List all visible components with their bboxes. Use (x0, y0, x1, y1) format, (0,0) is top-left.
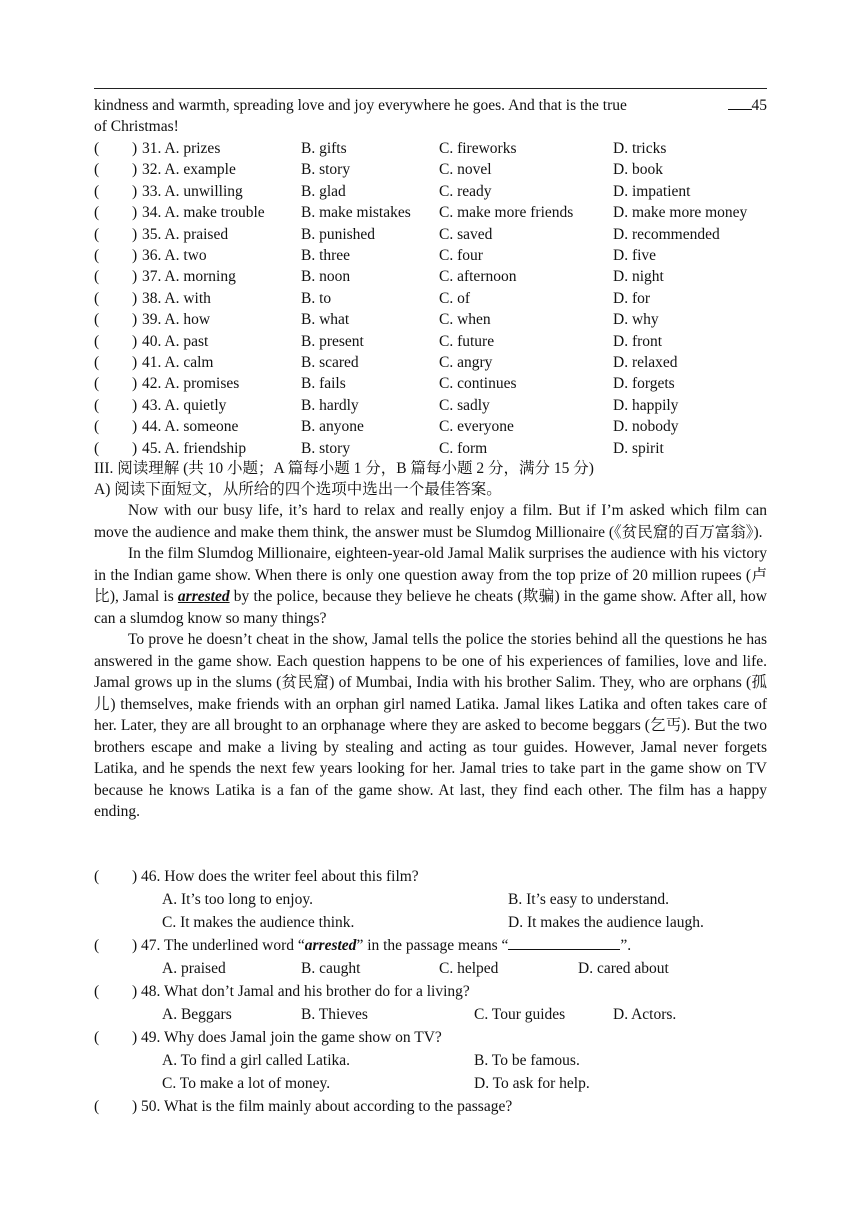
option-b[interactable]: B. It’s easy to understand. (508, 891, 670, 908)
answer-paren-open: ( (94, 268, 100, 286)
passage-paragraph-2 (94, 543, 767, 629)
option-b[interactable]: B. story (301, 439, 351, 457)
answer-paren-open: ( (94, 182, 100, 200)
cloze-option-row (94, 138, 767, 159)
p2-text-a: In the film Slumdog Millionaire, eighteen-year-old Jamal Malik surprises the audience with his victory in the Indian game show. When there is only one question away from the top prize of 20 million rupees (卢比), Jamal is (94, 545, 767, 605)
answer-paren-open: ( (94, 289, 100, 307)
option-a[interactable]: 39. A. how (142, 311, 211, 329)
cloze-option-row (94, 288, 767, 309)
answer-paren-close: ) (132, 1029, 138, 1046)
option-a[interactable]: 40. A. past (142, 332, 209, 350)
answer-paren-close: ) (132, 332, 138, 350)
option-c[interactable]: C. sadly (439, 396, 490, 414)
answer-paren-close: ) (132, 375, 138, 393)
option-b[interactable]: B. to (301, 289, 332, 307)
cloze-tail-line-2: of Christmas! (94, 118, 179, 135)
option-d[interactable]: D. why (613, 311, 659, 329)
passage-paragraph-1: Now with our busy life, it’s hard to relax and really enjoy a film. But if I’m asked which film can move the audience and make them think, the answer must be Slumdog Millionaire (《贫民窟的百万富翁》). (94, 502, 767, 541)
option-d[interactable]: D. night (613, 268, 664, 286)
answer-paren-close: ) (132, 161, 138, 179)
option-b[interactable]: B. three (301, 247, 351, 264)
option-d[interactable]: D. nobody (613, 418, 679, 436)
option-d[interactable]: D. Actors. (613, 1006, 677, 1023)
option-d[interactable]: D. book (613, 161, 663, 179)
option-b[interactable]: B. gifts (301, 140, 347, 157)
answer-paren-open: ( (94, 204, 100, 222)
option-b[interactable]: B. noon (301, 268, 351, 286)
option-c[interactable]: C. form (439, 439, 488, 457)
cloze-blank-number (728, 95, 768, 116)
stem-text: 50. What is the film mainly about according to the passage? (141, 1098, 513, 1115)
option-a[interactable]: 35. A. praised (142, 225, 229, 243)
answer-paren-open: ( (94, 868, 100, 885)
option-c[interactable]: C. angry (439, 354, 493, 371)
answer-paren-open: ( (94, 225, 100, 243)
option-d[interactable]: D. for (613, 289, 651, 307)
option-c[interactable]: C. make more friends (439, 204, 574, 222)
option-d[interactable]: D. It makes the audience laugh. (508, 914, 704, 931)
answer-paren-close: ) (132, 289, 138, 307)
option-d[interactable]: D. front (613, 332, 663, 350)
cloze-tail-text: kindness and warmth, spreading love and joy everywhere he goes. And that is the true (94, 97, 627, 114)
answer-paren-open: ( (94, 983, 100, 1000)
underlined-word: arrested (177, 588, 230, 605)
option-d[interactable]: D. relaxed (613, 354, 678, 371)
answer-paren-open: ( (94, 439, 100, 457)
option-d[interactable]: D. recommended (613, 225, 720, 243)
answer-blank[interactable] (508, 935, 620, 950)
reading-passage (94, 500, 767, 823)
cloze-option-row (94, 266, 767, 287)
option-c[interactable]: C. when (439, 311, 491, 329)
answer-paren-close: ) (132, 868, 138, 885)
cloze-option-row (94, 416, 767, 437)
option-b[interactable]: B. anyone (301, 418, 364, 436)
option-c[interactable]: C. ready (439, 182, 492, 200)
option-d[interactable]: D. impatient (613, 182, 691, 200)
option-b[interactable]: B. caught (301, 960, 361, 977)
option-b[interactable]: B. scared (301, 354, 359, 371)
option-a[interactable]: 41. A. calm (142, 354, 214, 371)
option-b[interactable]: B. hardly (301, 396, 359, 414)
cloze-option-row (94, 245, 767, 266)
cloze-tail-line-1 (94, 95, 767, 116)
option-c[interactable]: C. future (439, 332, 495, 350)
option-a[interactable]: 36. A. two (142, 247, 207, 264)
answer-paren-open: ( (94, 1098, 100, 1115)
passage-paragraph-3: To prove he doesn’t cheat in the show, Jamal tells the police the stories behind all the questions he has answered in the game show. Each question happens to be one of his experiences of families, love and life. Jamal grows up in the slums (贫民窟) of Mumbai, India with his brother Salim. They, who are orphans (孤儿) themselves, make friends with an orphan girl named Latika. Jamal likes Latika and often takes care of her. Later, they are all brought to an orphanage where they are asked to become beggars (乞丐). But the two brothers escape and make a living by stealing and acting as tour guides. However, Jamal never forgets Latika, and he spends the next few years looking for her. Jamal tries to take part in the game show on TV because he knows Latika is a fan of the game show. At last, they find each other. The film has a happy ending. (94, 631, 767, 820)
option-d[interactable]: D. tricks (613, 140, 667, 157)
stem-text-c: ”. (620, 937, 632, 954)
option-d[interactable]: D. make more money (613, 204, 748, 222)
option-c[interactable]: C. continues (439, 375, 517, 393)
question-stem (132, 1096, 512, 1117)
section-heading: III. 阅读理解 (共 10 小题；A 篇每小题 1 分，B 篇每小题 2 分，满分 15 分) (94, 460, 594, 477)
option-c[interactable]: C. saved (439, 225, 493, 243)
option-d[interactable]: D. happily (613, 396, 679, 414)
cloze-option-row (94, 181, 767, 202)
section-instruction: A) 阅读下面短文，从所给的四个选项中选出一个最佳答案。 (94, 481, 502, 498)
answer-paren-close: ) (132, 182, 138, 200)
answer-paren-close: ) (132, 983, 138, 1000)
stem-text-a: 47. The underlined word “ (141, 937, 305, 954)
p2-text-b: by the police, because they believe he cheats (欺骗) in the game show. After all, how can a slumdog know so many things? (94, 588, 767, 627)
answer-paren-close: ) (132, 354, 138, 371)
option-a[interactable]: 34. A. make trouble (142, 204, 265, 222)
option-c[interactable]: C. Tour guides (474, 1006, 566, 1023)
option-b[interactable]: B. what (301, 311, 350, 329)
question-stem (132, 866, 419, 887)
option-b[interactable]: B. punished (301, 225, 376, 243)
stem-text: 49. Why does Jamal join the game show on TV? (141, 1029, 442, 1046)
option-a[interactable]: 42. A. promises (142, 375, 240, 393)
answer-paren-close: ) (132, 268, 138, 286)
option-c[interactable]: C. novel (439, 161, 492, 179)
option-b[interactable]: B. To be famous. (474, 1052, 580, 1069)
answer-paren-close: ) (132, 247, 138, 264)
answer-paren-open: ( (94, 354, 100, 371)
answer-paren-close: ) (132, 140, 138, 157)
option-b[interactable]: B. story (301, 161, 351, 179)
answer-paren-open: ( (94, 1029, 100, 1046)
option-c[interactable]: C. everyone (439, 418, 514, 436)
blank-underline (728, 95, 752, 110)
option-a[interactable]: 32. A. example (142, 161, 236, 179)
answer-paren-close: ) (132, 396, 138, 414)
option-a[interactable]: A. To find a girl called Latika. (162, 1052, 351, 1069)
header-rule (94, 88, 767, 89)
answer-paren-open: ( (94, 311, 100, 329)
option-a[interactable]: 31. A. prizes (142, 140, 221, 157)
stem-word: arrested (304, 937, 357, 954)
option-d[interactable]: D. To ask for help. (474, 1075, 590, 1092)
option-c[interactable]: C. of (439, 289, 470, 307)
option-d[interactable]: D. spirit (613, 439, 664, 457)
stem-text: 46. How does the writer feel about this film? (141, 868, 419, 885)
cloze-option-row (94, 309, 767, 330)
option-c[interactable]: C. afternoon (439, 268, 517, 286)
answer-paren-open: ( (94, 161, 100, 179)
cloze-option-row (94, 373, 767, 394)
answer-paren-open: ( (94, 247, 100, 264)
option-b[interactable]: B. present (301, 332, 364, 350)
option-a[interactable]: 45. A. friendship (142, 439, 247, 457)
cloze-option-row (94, 352, 767, 373)
cloze-option-row (94, 438, 767, 459)
option-c[interactable]: C. fireworks (439, 140, 517, 157)
answer-paren-close: ) (132, 1098, 138, 1115)
question-stem (132, 935, 631, 956)
answer-paren-open: ( (94, 418, 100, 436)
option-a[interactable]: 43. A. quietly (142, 396, 227, 414)
option-d[interactable]: D. cared about (578, 960, 669, 977)
stem-text-b: ” in the passage means “ (356, 937, 509, 954)
option-a[interactable]: 38. A. with (142, 289, 211, 307)
option-c[interactable]: C. helped (439, 960, 499, 977)
answer-paren-close: ) (132, 225, 138, 243)
option-c[interactable]: C. four (439, 247, 483, 264)
option-d[interactable]: D. forgets (613, 375, 675, 393)
cloze-option-row (94, 202, 767, 223)
answer-paren-close: ) (132, 418, 138, 436)
question-stem (132, 981, 470, 1002)
answer-paren-close: ) (132, 937, 138, 954)
option-b[interactable]: B. fails (301, 375, 346, 393)
option-c[interactable]: C. To make a lot of money. (162, 1075, 331, 1092)
option-c[interactable]: C. It makes the audience think. (162, 914, 355, 931)
option-a[interactable]: A. praised (162, 960, 226, 977)
cloze-option-row (94, 159, 767, 180)
answer-paren-close: ) (132, 311, 138, 329)
option-a[interactable]: 44. A. someone (142, 418, 239, 436)
cloze-option-row (94, 395, 767, 416)
answer-paren-open: ( (94, 140, 100, 157)
answer-paren-close: ) (132, 204, 138, 222)
cloze-option-row (94, 331, 767, 352)
answer-paren-open: ( (94, 396, 100, 414)
option-b[interactable]: B. glad (301, 182, 346, 200)
option-a[interactable]: 37. A. morning (142, 268, 236, 286)
answer-paren-close: ) (132, 439, 138, 457)
answer-paren-open: ( (94, 332, 100, 350)
question-stem (132, 1027, 442, 1048)
option-b[interactable]: B. make mistakes (301, 204, 411, 222)
option-a[interactable]: 33. A. unwilling (142, 182, 243, 200)
option-b[interactable]: B. Thieves (301, 1006, 368, 1023)
option-a[interactable]: A. Beggars (162, 1006, 232, 1023)
blank-number: 45 (751, 97, 767, 114)
answer-paren-open: ( (94, 375, 100, 393)
cloze-option-row (94, 224, 767, 245)
option-d[interactable]: D. five (613, 247, 657, 264)
stem-text: 48. What don’t Jamal and his brother do for a living? (141, 983, 470, 1000)
option-a[interactable]: A. It’s too long to enjoy. (162, 891, 313, 908)
answer-paren-open: ( (94, 937, 100, 954)
